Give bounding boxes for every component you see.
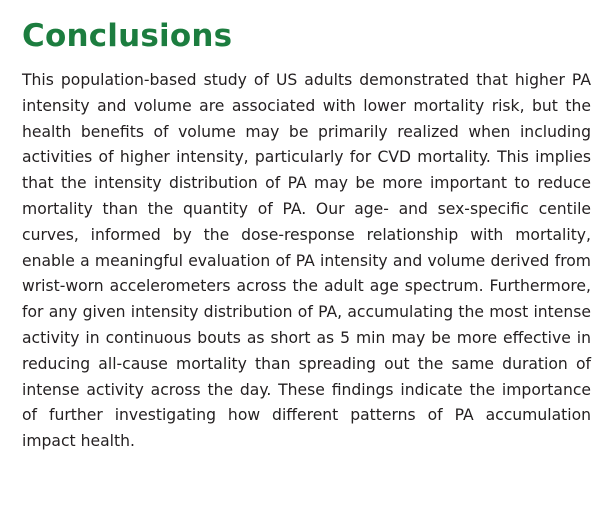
section-heading: Conclusions <box>22 18 233 54</box>
conclusions-section <box>22 16 591 455</box>
conclusions-paragraph: This population-based study of US adults demonstrated that higher PA intensity and volume are associated with lower mortality risk, but the health benefits of volume may be primarily realized when including activities of higher intensity, particularly for CVD mortality. This implies that the intensity distribution of PA may be more important to reduce mortality than the quantity of PA. Our age- and sex-specific centile curves, informed by the dose-response relationship with mortality, enable a meaningful evaluation of PA intensity and volume derived from wrist-worn accelerometers across the adult age spectrum. Furthermore, for any given intensity distribution of PA, accumulating the most intense activity in continuous bouts as short as 5 min may be more effective in reducing all-cause mortality than spreading out the same duration of intense activity across the day. These findings indicate the importance of further investigating how different patterns of PA accumulation impact health. <box>22 71 591 451</box>
